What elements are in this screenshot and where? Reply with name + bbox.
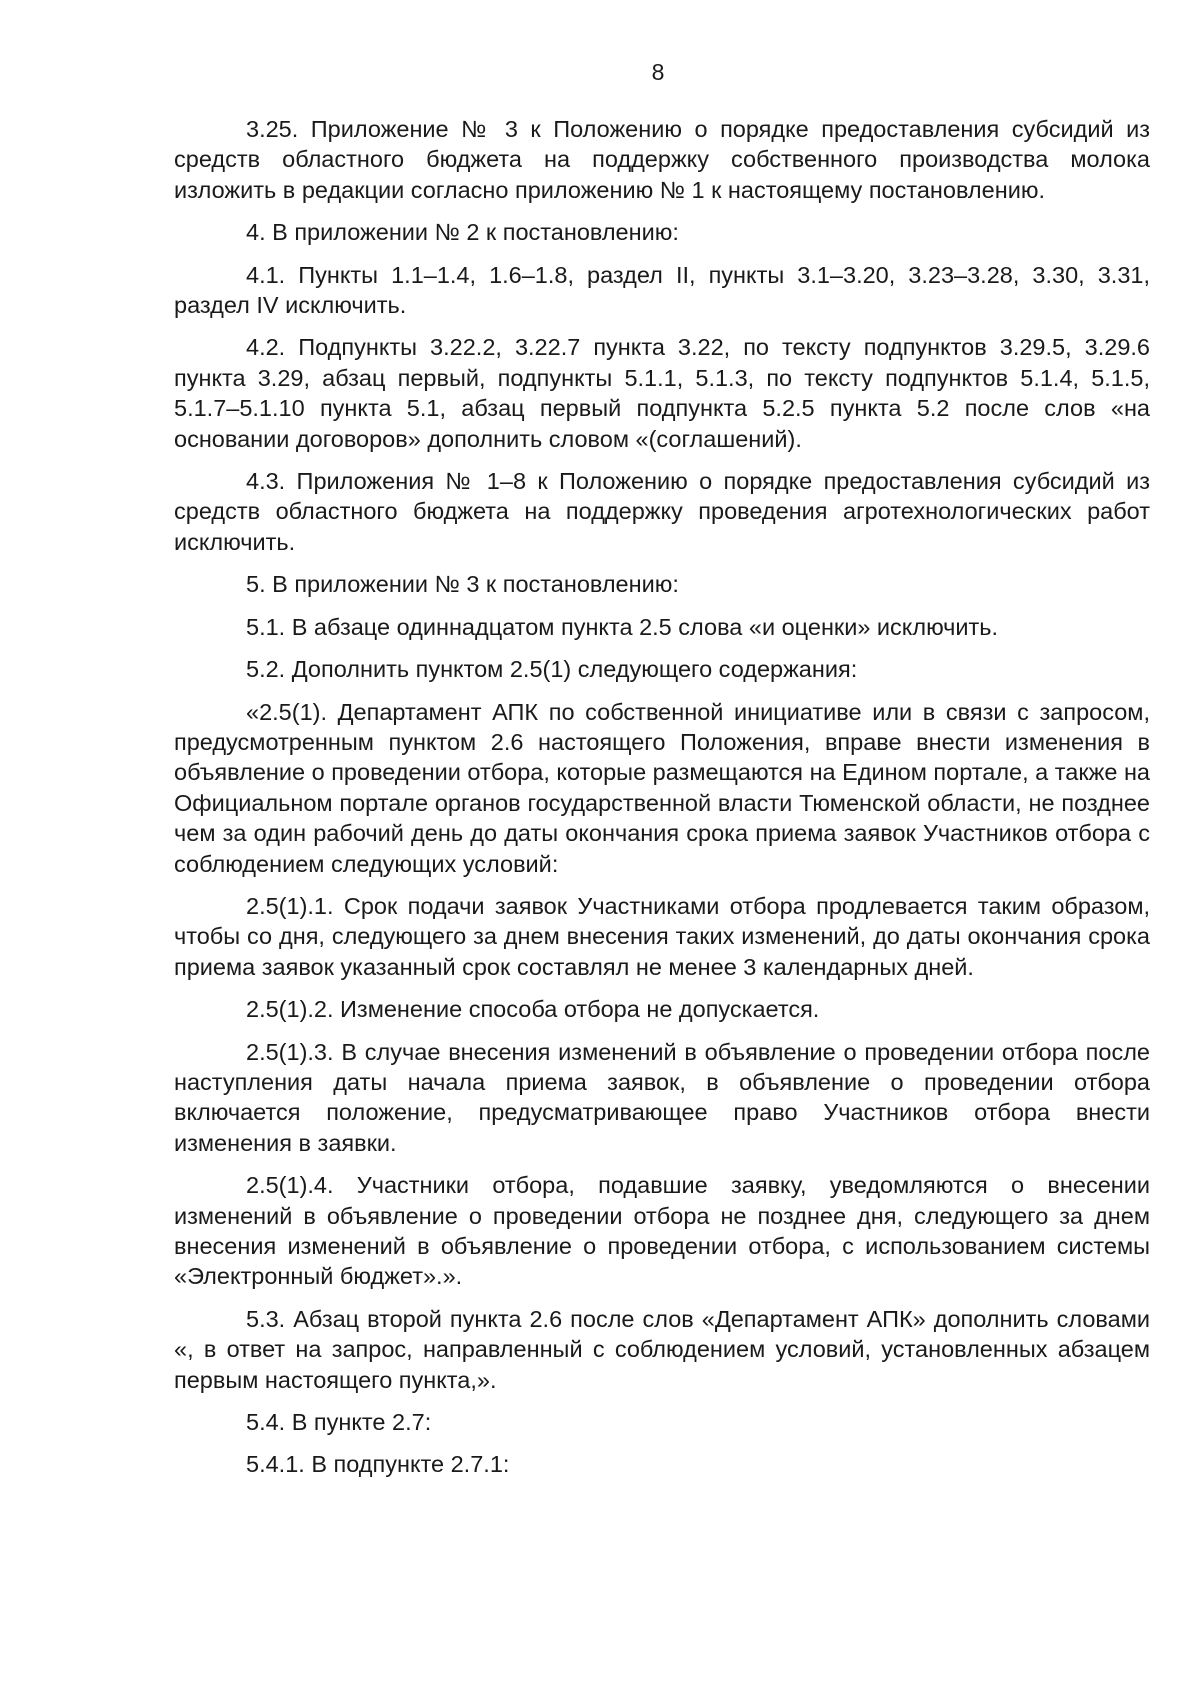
paragraph-4: 4. В приложении № 2 к постановлению: [246,219,679,246]
paragraph-4-2: 4.2. Подпункты 3.22.2, 3.22.7 пункта 3.22, по тексту подпунктов 3.29.5, 3.29.6 пункта 3.29, абзац первый, подпункты 5.1.1, 5.1.3, по тексту подпунктов 5.1.4, 5.1.5, 5.1.7–5.1.10 пункта 5.1, абзац первый подпункта 5.2.5 пункта 5.2 после слов «на основании договоров» дополнить словом «(соглашений). [174,334,1150,452]
paragraph-4-3: 4.3. Приложения № 1–8 к Положению о порядке предоставления субсидий из средств областного бюджета на поддержку проведения агротехнологических работ исключить. [174,468,1150,555]
paragraph-5-4: 5.4. В пункте 2.7: [246,1409,432,1436]
paragraph-2-5-1-1: 2.5(1).1. Срок подачи заявок Участниками отбора продлевается таким образом, чтобы со дня, следующего за днем внесения таких изменений, до даты окончания срока приема заявок указанный срок составлял не менее 3 календарных дней. [174,892,1150,980]
paragraph-5-3: 5.3. Абзац второй пункта 2.6 после слов «Департамент АПК» дополнить словами «, в ответ на запрос, направленный с соблюдением условий, установленных абзацем первым настоящего пункта,». [174,1305,1150,1393]
paragraph-4-1: 4.1. Пункты 1.1–1.4, 1.6–1.8, раздел II, пункты 3.1–3.20, 3.23–3.28, 3.30, 3.31, раздел IV исключить. [174,261,1150,319]
paragraph-2-5-1-4: 2.5(1).4. Участники отбора, подавшие заявку, уведомляются о внесении изменений в объявление о проведении отбора не позднее дня, следующего за днем внесения изменений в объявление о проведении отбора, с использованием системы «Электронный бюджет».». [174,1172,1150,1290]
paragraph-2-5-1: «2.5(1). Департамент АПК по собственной инициативе или в связи с запросом, предусмотренным пунктом 2.6 настоящего Положения, вправе внести изменения в объявление о проведении отбора, которые размещаются на Едином портале, а также на Официальном портале органов государственной власти Тюменской области, не позднее чем за один рабочий день до даты окончания срока приема заявок Участников отбора с соблюдением следующих условий: [174,698,1150,877]
paragraph-2-5-1-3: 2.5(1).3. В случае внесения изменений в объявление о проведении отбора после наступления даты начала приема заявок, в объявление о проведении отбора включается положение, предусматривающее право Участников отбора внести изменения в заявки. [174,1038,1150,1156]
paragraph-5-2: 5.2. Дополнить пунктом 2.5(1) следующего содержания: [246,656,858,683]
paragraph-5: 5. В приложении № 3 к постановлению: [246,571,679,598]
paragraph-2-5-1-2: 2.5(1).2. Изменение способа отбора не допускается. [246,996,820,1023]
page-number: 8 [651,59,665,85]
paragraph-3-25: 3.25. Приложение № 3 к Положению о порядке предоставления субсидий из средств областного бюджета на поддержку собственного производства молока изложить в редакции согласно приложению № 1 к настоящему постановлению. [174,116,1150,203]
document-body [174,114,1150,1492]
paragraph-5-4-1: 5.4.1. В подпункте 2.7.1: [246,1451,510,1478]
paragraph-5-1: 5.1. В абзаце одиннадцатом пункта 2.5 слова «и оценки» исключить. [246,613,999,640]
